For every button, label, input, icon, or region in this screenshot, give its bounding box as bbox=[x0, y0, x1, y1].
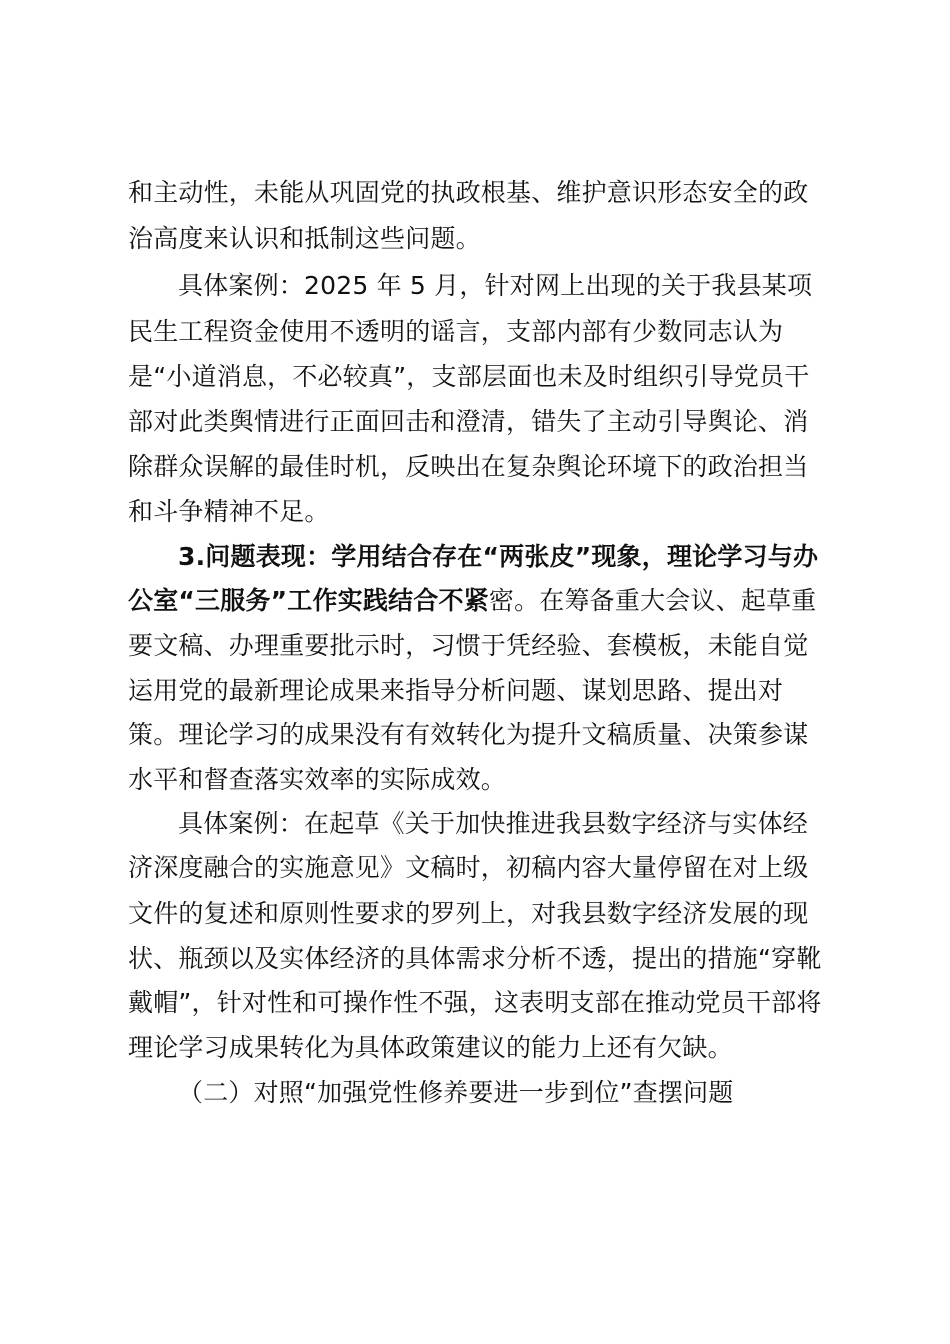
text-line: 运用党的最新理论成果来指导分析问题、谋划思路、提出对 bbox=[128, 676, 784, 705]
text-line: 济深度融合的实施意见》文稿时，初稿内容大量停留在对上级 bbox=[128, 853, 809, 882]
text-line: 和斗争精神不足。 bbox=[128, 497, 330, 526]
case-heading-line: 具体案例：2025 年 5 月，针对网上出现的关于我县某项 bbox=[178, 271, 813, 300]
text-line: 要文稿、办理重要批示时，习惯于凭经验、套模板，未能自觉 bbox=[128, 631, 809, 660]
text-line: 理论学习成果转化为具体政策建议的能力上还有欠缺。 bbox=[128, 1033, 733, 1062]
case-heading-line: 具体案例：在起草《关于加快推进我县数字经济与实体经 bbox=[178, 809, 809, 838]
section-heading-line: （二）对照“加强党性修养要进一步到位”查摆问题 bbox=[178, 1078, 734, 1107]
text-line: 状、瓶颈以及实体经济的具体需求分析不透，提出的措施“穿靴 bbox=[128, 944, 822, 973]
problem-heading-line: 3.问题表现：学用结合存在“两张皮”现象，理论学习与办 bbox=[178, 542, 819, 571]
text-line: 策。理论学习的成果没有有效转化为提升文稿质量、决策参谋 bbox=[128, 720, 809, 749]
text-line: 除群众误解的最佳时机，反映出在复杂舆论环境下的政治担当 bbox=[128, 452, 809, 481]
text-line: 是“小道消息，不必较真”，支部层面也未及时组织引导党员干 bbox=[128, 362, 810, 391]
text-line: 部对此类舆情进行正面回击和澄清，错失了主动引导舆论、消 bbox=[128, 407, 809, 436]
problem-heading-bold: 公室“三服务”工作实践结合不紧 bbox=[128, 586, 489, 615]
problem-heading-continuation: 密。在筹备重大会议、起草重 bbox=[488, 586, 817, 615]
text-line: 治高度来认识和抵制这些问题。 bbox=[128, 224, 481, 253]
text-line: 戴帽”，针对性和可操作性不强，这表明支部在推动党员干部将 bbox=[128, 988, 822, 1017]
text-line: 和主动性，未能从巩固党的执政根基、维护意识形态安全的政 bbox=[128, 178, 809, 207]
text-line: 民生工程资金使用不透明的谣言，支部内部有少数同志认为 bbox=[128, 317, 784, 346]
text-line: 水平和督查落实效率的实际成效。 bbox=[128, 765, 507, 794]
text-line: 文件的复述和原则性要求的罗列上，对我县数字经济发展的现 bbox=[128, 899, 809, 928]
problem-heading-line-2 bbox=[128, 584, 816, 618]
